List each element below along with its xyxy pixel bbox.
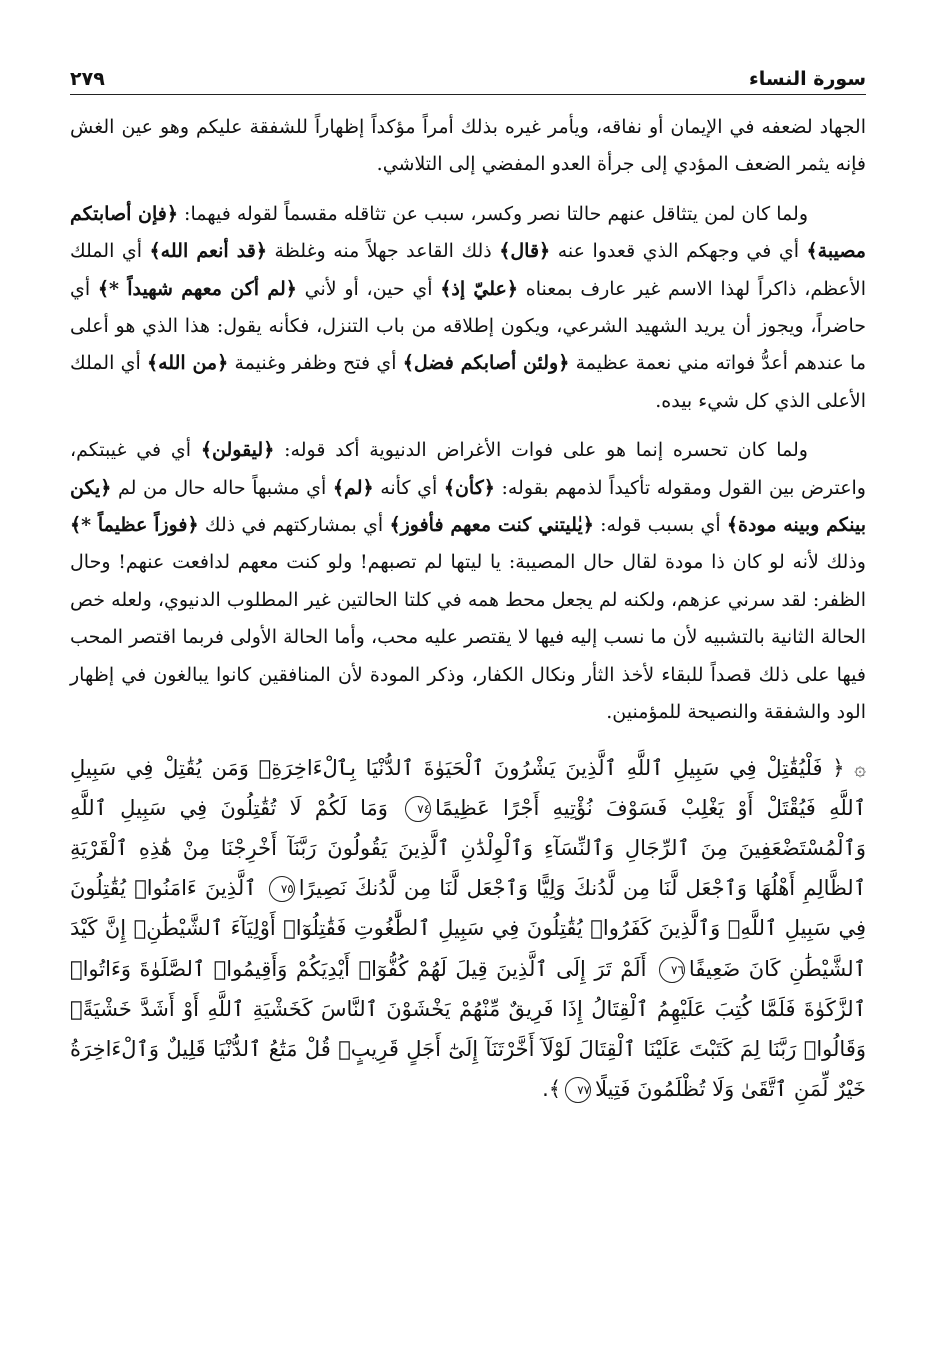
paragraph-1 xyxy=(70,109,866,184)
text-segment: أي كأنه xyxy=(380,476,438,499)
text-segment: أي مشبهاً حاله حال من لم xyxy=(117,476,327,499)
text-segment: أي حين، أو لأني xyxy=(304,277,433,300)
ayah-number: ٧٦ xyxy=(659,957,685,983)
ayah-number: ٧٧ xyxy=(565,1077,591,1103)
quran-quote: ﴿قال﴾ xyxy=(499,240,551,263)
quran-quote: ﴿من الله﴾ xyxy=(146,352,229,375)
text-segment: ذلك القاعد جهلاً منه وغلظة xyxy=(274,240,492,263)
quran-quote: ﴿ولئن أصابكم فضل﴾ xyxy=(402,352,570,375)
text-segment: وذلك لأنه لو كان ذا مودة لقال حال المصيبة: يا ليتها لم تصبهم! ولو كنت معهم لدافعت عنهم! وحال الظفر: لقد سرني عزهم، ولكنه لم يجعل محط همه في كلتا الحالتين غير المطلوب الدنيوي، ولعله خص الحالة الثانية بالتشبيه لأن ما نسب إليه فيها لا يقتصر عليه محب، وأما الحالة الأولى فربما اقتصر المحب فيها على ذلك قصداً للبقاء لأخذ الثأر ونكال الكفار، وذكر المودة لأن المنافقين كانوا يبالغون في إظهار الود والشفقة والنصيحة للمؤمنين. xyxy=(70,551,866,724)
paragraph-2 xyxy=(70,196,866,420)
verse-74: ﴿ فَلْيُقَٰتِلْ فِي سَبِيلِ ٱللَّهِ ٱلَّذِينَ يَشْرُونَ ٱلْحَيَوٰةَ ٱلدُّنْيَا بِٱلْءَاخِرَةِۚ وَمَن يُقَٰتِلْ فِي سَبِيلِ ٱللَّهِ فَيُقْتَلْ أَوْ يَغْلِبْ فَسَوْفَ نُؤْتِيهِ أَجْرًا عَظِيمًا xyxy=(70,755,866,820)
page-header xyxy=(70,60,866,95)
text-segment: ولما كان لمن يتثاقل عنهم حالتا نصر وكسر، سبب عن تثاقله مقسماً لقوله فيهما: xyxy=(184,202,809,225)
quran-quote: ﴿لم أكن معهم شهيداً *﴾ xyxy=(97,277,297,300)
text-segment: أي بسبب قوله: xyxy=(600,514,721,537)
quran-quote: ﴿ليقولن﴾ xyxy=(200,439,275,462)
hizb-star-icon: ۞ xyxy=(854,755,866,780)
verse-75: وَمَا لَكُمْ لَا تُقَٰتِلُونَ فِي سَبِيلِ ٱللَّهِ وَٱلْمُسْتَضْعَفِينَ مِنَ ٱلرِّجَالِ وَٱلنِّسَآءِ وَٱلْوِلْدَٰنِ ٱلَّذِينَ يَقُولُونَ رَبَّنَآ أَخْرِجْنَا مِنْ هَٰذِهِ ٱلْقَرْيَةِ ٱلظَّالِمِ أَهْلُهَا وَٱجْعَل لَّنَا مِن لَّدُنكَ وَلِيًّا وَٱجْعَل لَّنَا مِن لَّدُنكَ نَصِيرًا xyxy=(70,795,867,901)
page-number: ٢٧٩ xyxy=(70,68,105,90)
text-segment: أي حاضراً، ويجوز أن يريد الشهيد الشرعي، ويكون إطلاقه من باب التنزل، فكأنه يقول: هذا الذي هو أعلى ما عندهم أعدُّ فواته مني نعمة عظيمة xyxy=(70,277,867,375)
paragraph-3 xyxy=(70,432,866,731)
verse-77: أَلَمْ تَرَ إِلَى ٱلَّذِينَ قِيلَ لَهُمْ كُفُّوٓا۟ أَيْدِيَكُمْ وَأَقِيمُوا۟ ٱلصَّلَوٰةَ وَءَاتُوا۟ ٱلزَّكَوٰةَ فَلَمَّا كُتِبَ عَلَيْهِمُ ٱلْقِتَالُ إِذَا فَرِيقٌ مِّنْهُمْ يَخْشَوْنَ ٱلنَّاسَ كَخَشْيَةِ ٱللَّهِ أَوْ أَشَدَّ خَشْيَةًۚ وَقَالُوا۟ رَبَّنَا لِمَ كَتَبْتَ عَلَيْنَا ٱلْقِتَالَ لَوْلَآ أَخَّرْتَنَآ إِلَىٰٓ أَجَلٍ قَرِيبٍۗ قُلْ مَتَٰعُ ٱلدُّنْيَا قَلِيلٌ وَٱلْءَاخِرَةُ خَيْرٌ لِّمَنِ ٱتَّقَىٰ وَلَا تُظْلَمُونَ فَتِيلًا xyxy=(70,956,866,1102)
text-segment: أي الملك الأعلى الذي كل شيء بيده. xyxy=(70,352,866,412)
quran-verses-block xyxy=(70,748,866,1110)
surah-title: سورة النساء xyxy=(749,68,866,90)
text-segment: أي في وجهكم الذي قعدوا عنه xyxy=(557,240,800,263)
text-segment: ولما كان تحسره إنما هو على فوات الأغراض الدنيوية أكد قوله: xyxy=(284,439,808,462)
verse-end-bracket: ﴾. xyxy=(542,1077,562,1102)
text-segment: الجهاد لضعفه في الإيمان أو نفاقه، ويأمر غيره بذلك أمراً مؤكداً إظهاراً للشفقة عليكم وهو عين الغش فإنه يثمر الضعف المؤدي إلى جرأة العدو المفضي إلى التلاشي. xyxy=(70,116,866,176)
quran-quote: ﴿قد أنعم الله﴾ xyxy=(149,240,267,263)
quran-quote: ﴿لم﴾ xyxy=(332,476,374,499)
text-segment: أي الملك الأعظم، ذاكراً لهذا الاسم غير عارف بمعناه xyxy=(70,240,867,300)
quran-quote: ﴿فوزاً عظيماً *﴾ xyxy=(70,514,199,537)
quran-quote: ﴿عليّ إذ﴾ xyxy=(440,277,519,300)
quran-quote: ﴿كأن﴾ xyxy=(443,476,495,499)
text-segment: أي بمشاركتهم في ذلك xyxy=(204,514,384,537)
quran-quote: ﴿يكن بينكم وبينه مودة﴾ xyxy=(70,476,867,537)
quran-quote: ﴿يٰليتني كنت معهم فأفوز﴾ xyxy=(389,514,594,537)
ayah-number: ٧٥ xyxy=(269,876,295,902)
book-page xyxy=(70,60,866,1109)
text-segment: أي في غيبتكم، واعترض بين القول ومقوله تأكيداً لذمهم بقوله: xyxy=(70,439,866,499)
text-segment: أي فتح وظفر وغنيمة xyxy=(234,352,397,375)
quran-quote: ﴿فإن أصابتكم مصيبة﴾ xyxy=(70,202,866,263)
ayah-number: ٧٤ xyxy=(405,796,431,822)
verse-76: ٱلَّذِينَ ءَامَنُوا۟ يُقَٰتِلُونَ فِي سَبِيلِ ٱللَّهِۖ وَٱلَّذِينَ كَفَرُوا۟ يُقَٰتِلُونَ فِي سَبِيلِ ٱلطَّٰغُوتِ فَقَٰتِلُوٓا۟ أَوْلِيَآءَ ٱلشَّيْطَٰنِۖ إِنَّ كَيْدَ ٱلشَّيْطَٰنِ كَانَ ضَعِيفًا xyxy=(70,876,866,981)
